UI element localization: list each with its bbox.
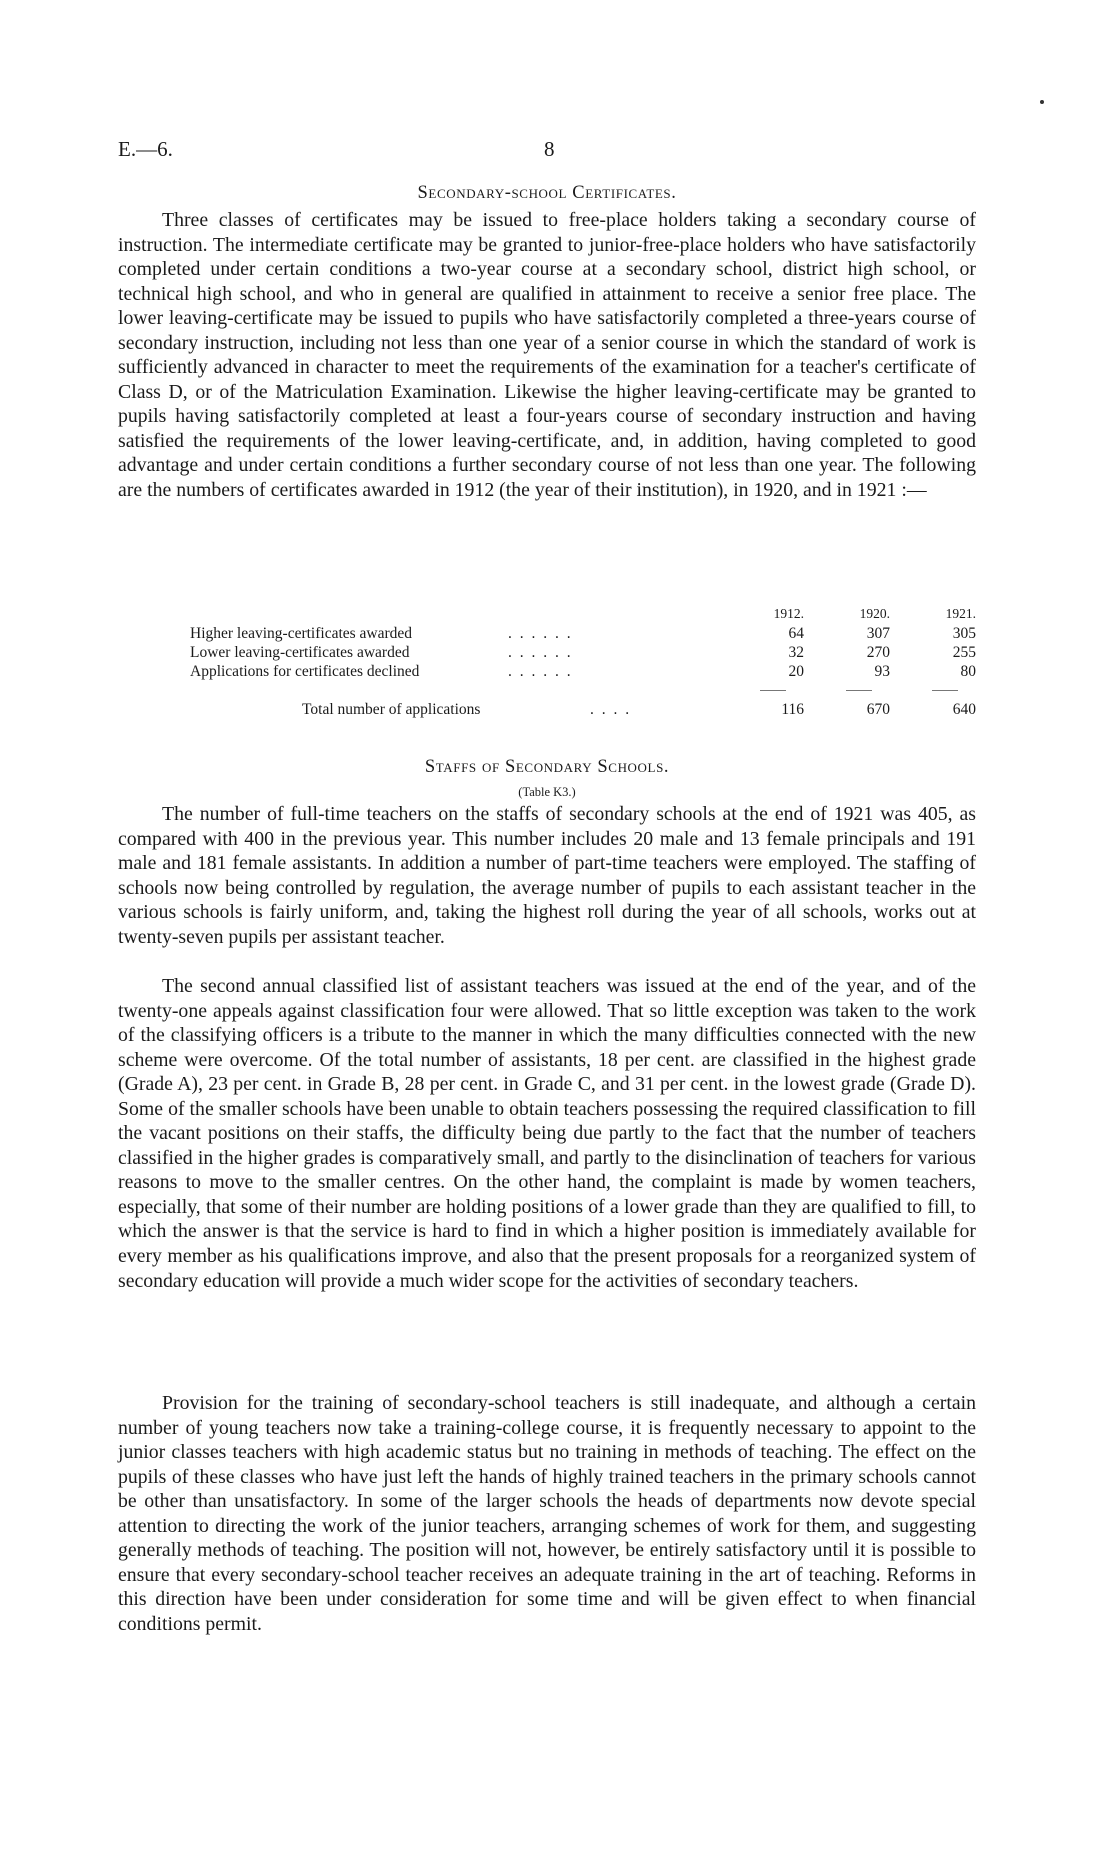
page-header (118, 137, 976, 163)
cell-value: 270 (866, 644, 890, 661)
cell-value: 255 (952, 644, 976, 661)
leader-dots: . . . . . . (508, 625, 573, 642)
sum-rule (760, 690, 786, 691)
total-label: Total number of applications (302, 701, 481, 718)
sum-rule-row (190, 682, 930, 701)
year-header: 1912. (773, 606, 804, 621)
section-title-certificates: Secondary-school Certificates. (417, 183, 677, 203)
staffs-paragraph: The number of full-time teachers on the staffs of secondary schools at the end of 1921 was 405, as compared with 400 in the previous year. This number includes 20 male and 13 female principals and 191 male and 181 female assistants. In addition a number of part-time teachers were employed. The staffing of schools now being controlled by regulation, the average number of pupils to each assistant teacher in the various schools is fairly uniform, and, taking the highest roll during the year of all schools, works out at twenty-seven pupils per assistant teacher. (118, 803, 976, 948)
table-header-row (190, 606, 976, 625)
table-total-row (190, 701, 976, 720)
total-value: 670 (866, 701, 890, 718)
cell-value: 80 (960, 663, 976, 680)
leader-dots: . . . . . . (508, 644, 573, 661)
cell-value: 64 (788, 625, 804, 642)
table-row (190, 625, 976, 644)
certificates-paragraph: Three classes of certificates may be issued to free-place holders taking a secondary course of instruction. The intermediate certificate may be granted to junior-free-place holders who have satisfactorily completed under certain conditions a two-year course at a secondary school, district high school, or technical high school, and who in general are qualified in attainment to receive a senior free place. The lower leaving-certificate may be issued to pupils who have satisfactorily completed a three-years course of secondary instruction, including not less than one year of a senior course in which the standard of work is sufficiently advanced in character to meet the requirements of the examination for a teacher's certificate of Class D, or of the Matriculation Examination. Likewise the higher leaving-certificate may be granted to pupils having satisfactorily completed at least a four-years course of secondary instruction and having satisfied the requirements of the lower leaving-certificate, and, in addition, having completed to good advantage and under certain conditions a further secondary course of not less than one year. The following are the numbers of certificates awarded in 1912 (the year of their institution), in 1920, and in 1921 :— (118, 209, 976, 502)
page-number: 8 (544, 137, 555, 161)
cell-value: 307 (866, 625, 890, 642)
sum-rule (846, 690, 872, 691)
cell-value: 20 (788, 663, 804, 680)
cell-value: 305 (952, 625, 976, 642)
document-reference: E.—6. (118, 137, 173, 161)
row-label: Applications for certificates declined (190, 663, 420, 680)
section-title-staffs: Staffs of Secondary Schools. (424, 757, 670, 777)
staffs-paragraph: The second annual classified list of assistant teachers was issued at the end of the year, and of the twenty-one appeals against classification four were allowed. That so little exception was taken to the work of the classifying officers is a tribute to the manner in which the many difficulties connected with the new scheme were overcome. Of the total number of assistants, 18 per cent. are classified in the highest grade (Grade A), 23 per cent. in Grade B, 28 per cent. in Grade C, and 31 per cent. in the lowest grade (Grade D). Some of the smaller schools have been unable to obtain teachers possessing the required classification to fill the vacant positions on their staffs, the difficulty being due partly to the fact that the number of teachers classified in the higher grades is comparatively small, and partly to the disinclination of teachers for various reasons to move to the smaller centres. On the other hand, the complaint is made by women teachers, especially, that some of their number are holding positions of a lower grade than they are qualified to fill, to which the answer is that the service is hard to find in which a higher position is immediately available for every member as his qualifications improve, and also that the present proposals for a reorganized system of secondary education will provide a much wider scope for the activities of secondary teachers. (118, 975, 976, 1292)
cell-value: 32 (788, 644, 804, 661)
table-reference: (Table K3.) (518, 785, 576, 799)
scan-speck (1040, 100, 1044, 104)
row-label: Lower leaving-certificates awarded (190, 644, 410, 661)
table-row (190, 663, 976, 682)
total-value: 116 (781, 701, 804, 718)
table-row (190, 644, 976, 663)
row-label: Higher leaving-certificates awarded (190, 625, 413, 642)
sum-rule (932, 690, 958, 691)
year-header: 1921. (945, 606, 976, 621)
leader-dots: . . . . (590, 701, 632, 718)
staffs-paragraph: Provision for the training of secondary-school teachers is still inadequate, and although a certain number of young teachers now take a training-college course, it is frequently necessary to appoint to the junior classes teachers with high academic status but no training in methods of teaching. The effect on the pupils of these classes who have just left the hands of highly trained teachers in the primary schools cannot be other than unsatisfactory. In some of the larger schools the heads of departments now devote special attention to directing the work of the junior teachers, arranging schemes of work for them, and suggesting generally methods of teaching. The position will not, however, be entirely satisfactory until it is possible to ensure that every secondary-school teacher receives an adequate training in the art of teaching. Reforms in this direction have been under consideration for some time and will be given effect to when financial conditions permit. (118, 1392, 976, 1635)
certificates-table (190, 606, 976, 720)
total-value: 640 (952, 701, 976, 718)
cell-value: 93 (874, 663, 890, 680)
leader-dots: . . . . . . (508, 663, 573, 680)
year-header: 1920. (859, 606, 890, 621)
